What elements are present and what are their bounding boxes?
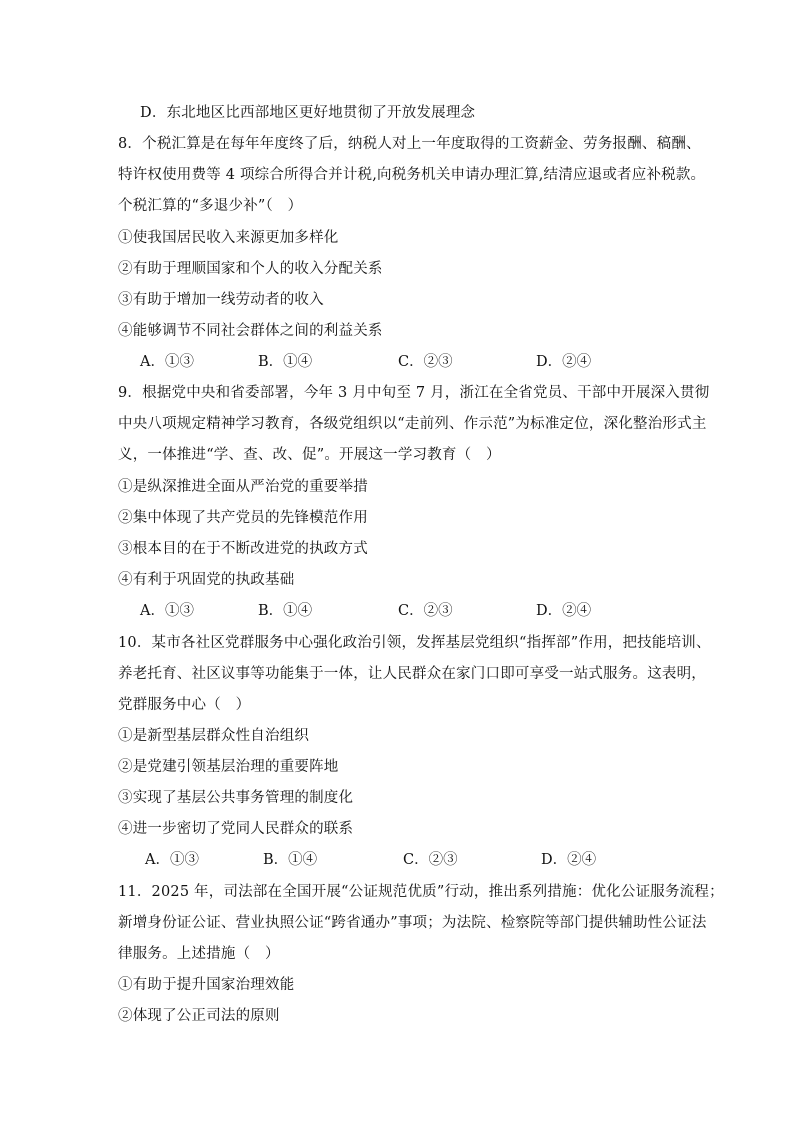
q8-item-2: ②有助于理顺国家和个人的收入分配关系 xyxy=(118,261,383,277)
q8-option-d[interactable]: D．②④ xyxy=(536,354,592,370)
q10-option-c[interactable]: C．②③ xyxy=(403,852,458,868)
q8-option-c[interactable]: C．②③ xyxy=(398,354,453,370)
q11-stem-line-3: 律服务。上述措施（ ） xyxy=(118,946,280,962)
q10-item-1: ①是新型基层群众性自治组织 xyxy=(118,728,310,744)
q8-option-b[interactable]: B．①④ xyxy=(258,354,313,370)
q8-option-a[interactable]: A．①③ xyxy=(140,354,194,370)
q10-item-2: ②是党建引领基层治理的重要阵地 xyxy=(118,759,339,775)
q9-option-c[interactable]: C．②③ xyxy=(398,603,453,619)
q10-item-4: ④进一步密切了党同人民群众的联系 xyxy=(118,821,354,837)
q8-item-3: ③有助于增加一线劳动者的收入 xyxy=(118,292,324,308)
q10-option-d[interactable]: D．②④ xyxy=(541,852,597,868)
q8-item-4: ④能够调节不同社会群体之间的利益关系 xyxy=(118,323,383,339)
q11-item-2: ②体现了公正司法的原则 xyxy=(118,1008,280,1024)
q9-stem-line-2: 中央八项规定精神学习教育，各级党组织以“走前列、作示范”为标准定位，深化整治形式主 xyxy=(118,416,707,432)
q9-stem-line-3: 义，一体推进“学、查、改、促”。开展这一学习教育（ ） xyxy=(118,447,501,463)
q9-option-a[interactable]: A．①③ xyxy=(140,603,194,619)
q8-stem-line-1: 8．个税汇算是在每年年度终了后，纳税人对上一年度取得的工资薪金、劳务报酬、稿酬、 xyxy=(118,136,701,152)
q8-stem-line-2: 特许权使用费等 4 项综合所得合并计税,向税务机关申请办理汇算,结清应退或者应补税款。 xyxy=(118,167,706,183)
q9-item-2: ②集中体现了共产党员的先锋模范作用 xyxy=(118,510,368,526)
q11-item-1: ①有助于提升国家治理效能 xyxy=(118,977,295,993)
q8-options xyxy=(140,352,740,372)
q9-option-b[interactable]: B．①④ xyxy=(258,603,313,619)
q7-option-d: D．东北地区比西部地区更好地贯彻了开放发展理念 xyxy=(140,105,476,121)
q10-stem-line-2: 养老托育、社区议事等功能集于一体，让人民群众在家门口即可享受一站式服务。这表明， xyxy=(118,666,706,682)
q10-options xyxy=(145,850,745,870)
q8-stem-line-3: 个税汇算的“多退少补”（ ） xyxy=(118,198,303,214)
q9-option-d[interactable]: D．②④ xyxy=(536,603,592,619)
q11-stem-line-1: 11．2025 年，司法部在全国开展“公证规范优质”行动，推出系列措施：优化公证服务流程； xyxy=(118,884,724,900)
q11-stem-line-2: 新增身份证公证、营业执照公证“跨省通办”事项；为法院、检察院等部门提供辅助性公证法 xyxy=(118,915,707,931)
q10-stem-line-1: 10．某市各社区党群服务中心强化政治引领，发挥基层党组织“指挥部”作用，把技能培训、 xyxy=(118,635,711,651)
q9-item-1: ①是纵深推进全面从严治党的重要举措 xyxy=(118,479,368,495)
q10-stem-line-3: 党群服务中心（ ） xyxy=(118,697,251,713)
q8-item-1: ①使我国居民收入来源更加多样化 xyxy=(118,230,339,246)
q10-item-3: ③实现了基层公共事务管理的制度化 xyxy=(118,790,354,806)
q10-option-a[interactable]: A．①③ xyxy=(145,852,199,868)
q9-options xyxy=(140,601,740,621)
q9-item-4: ④有利于巩固党的执政基础 xyxy=(118,572,295,588)
q9-item-3: ③根本目的在于不断改进党的执政方式 xyxy=(118,541,368,557)
q9-stem-line-1: 9．根据党中央和省委部署，今年 3 月中旬至 7 月，浙江在全省党员、干部中开展深入贯彻 xyxy=(118,385,710,401)
q10-option-b[interactable]: B．①④ xyxy=(263,852,318,868)
